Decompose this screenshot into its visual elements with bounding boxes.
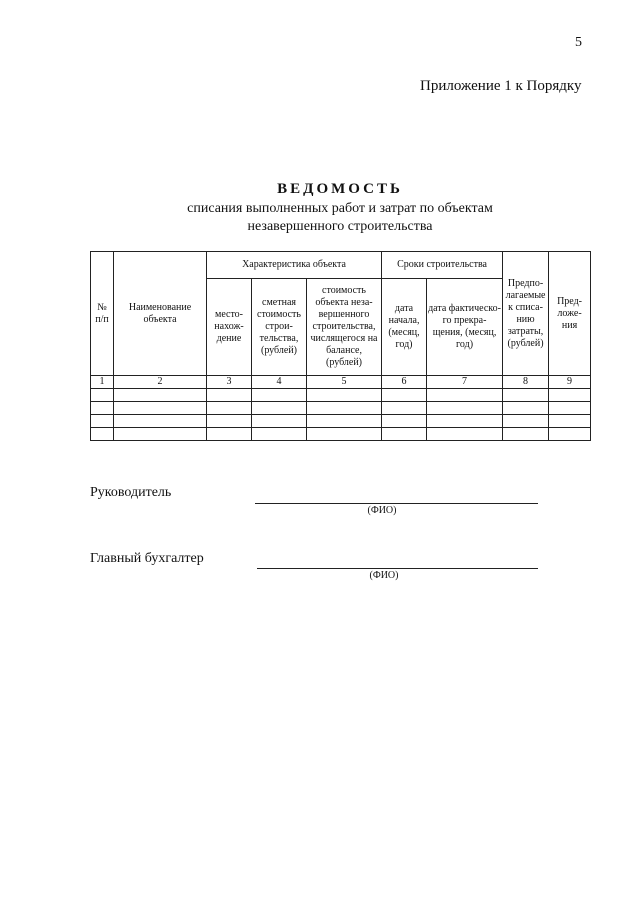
register-table-container	[90, 251, 590, 441]
head-signature-label: Руководитель	[90, 485, 172, 500]
table-cell	[503, 428, 549, 441]
table-cell	[252, 415, 307, 428]
table-cell	[427, 428, 503, 441]
column-number: 3	[207, 376, 252, 389]
table-cell	[427, 402, 503, 415]
header-start-date: дата начала, (месяц, год)	[382, 279, 427, 376]
table-cell	[91, 389, 114, 402]
page-number: 5	[575, 35, 582, 50]
accountant-signature-line	[257, 568, 538, 569]
table-cell	[549, 415, 591, 428]
column-number: 7	[427, 376, 503, 389]
table-cell	[382, 402, 427, 415]
table-cell	[207, 389, 252, 402]
header-location: место-нахож-дение	[207, 279, 252, 376]
header-estimated-cost: сметная стоимость строи-тельства, (рублей)	[252, 279, 307, 376]
table-cell	[427, 389, 503, 402]
table-row	[91, 428, 591, 441]
table-cell	[382, 389, 427, 402]
header-object-name: Наименование объекта	[114, 252, 207, 376]
header-num: № п/п	[91, 252, 114, 376]
column-number: 4	[252, 376, 307, 389]
table-cell	[252, 402, 307, 415]
table-cell	[307, 389, 382, 402]
table-cell	[549, 402, 591, 415]
table-cell	[307, 402, 382, 415]
document-subtitle-line2: незавершенного строительства	[247, 219, 433, 234]
table-cell	[114, 415, 207, 428]
table-cell	[549, 428, 591, 441]
header-proposals: Пред-ложе-ния	[549, 252, 591, 376]
column-number: 6	[382, 376, 427, 389]
table-cell	[503, 415, 549, 428]
table-cell	[114, 428, 207, 441]
column-number: 1	[91, 376, 114, 389]
table-cell	[503, 402, 549, 415]
table-row	[91, 402, 591, 415]
accountant-name-hint: (ФИО)	[369, 570, 399, 581]
column-number: 5	[307, 376, 382, 389]
head-signature-line	[255, 503, 538, 504]
table-cell	[307, 415, 382, 428]
table-cell	[549, 389, 591, 402]
register-table	[90, 251, 591, 441]
table-cell	[503, 389, 549, 402]
table-row	[91, 389, 591, 402]
appendix-note: Приложение 1 к Порядку	[420, 78, 582, 94]
table-row	[91, 415, 591, 428]
header-construction-terms: Сроки строительства	[382, 252, 503, 279]
head-name-hint: (ФИО)	[367, 505, 397, 516]
table-cell	[114, 389, 207, 402]
table-cell	[207, 415, 252, 428]
table-cell	[91, 415, 114, 428]
table-cell	[91, 428, 114, 441]
table-cell	[307, 428, 382, 441]
table-cell	[382, 428, 427, 441]
column-number: 8	[503, 376, 549, 389]
accountant-signature-label: Главный бухгалтер	[90, 551, 204, 566]
table-cell	[207, 428, 252, 441]
table-cell	[207, 402, 252, 415]
table-cell	[91, 402, 114, 415]
document-title: ВЕДОМОСТЬ	[277, 181, 403, 197]
document-subtitle-line1: списания выполненных работ и затрат по объектам	[187, 201, 493, 216]
header-object-cost: стоимость объекта неза-вершенного строительства, числящегося на балансе, (рублей)	[307, 279, 382, 376]
header-characteristics: Характеристика объекта	[207, 252, 382, 279]
column-number-row	[91, 376, 591, 389]
table-cell	[114, 402, 207, 415]
table-cell	[427, 415, 503, 428]
header-stop-date: дата фактическо-го прекра-щения, (месяц, год)	[427, 279, 503, 376]
table-cell	[252, 428, 307, 441]
table-cell	[252, 389, 307, 402]
header-planned-costs: Предпо-лагаемые к списа-нию затраты, (рублей)	[503, 252, 549, 376]
table-cell	[382, 415, 427, 428]
column-number: 9	[549, 376, 591, 389]
column-number: 2	[114, 376, 207, 389]
